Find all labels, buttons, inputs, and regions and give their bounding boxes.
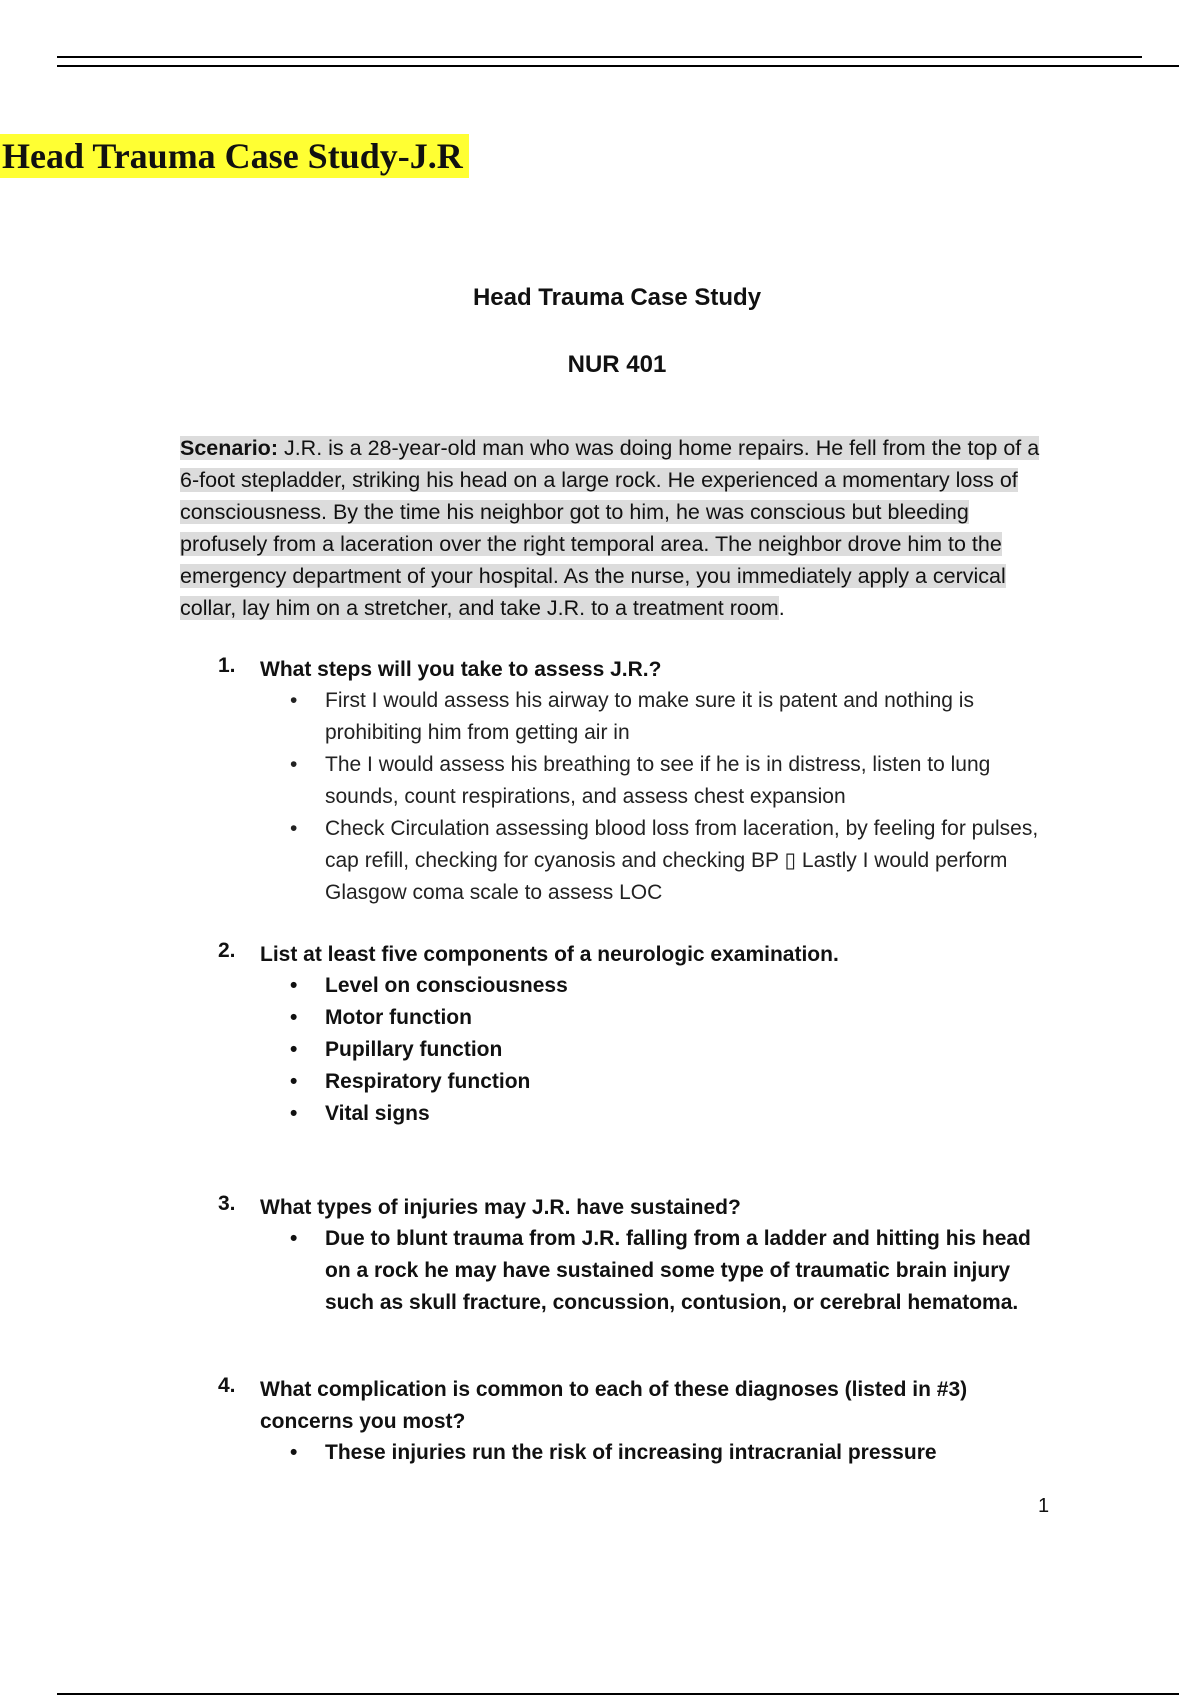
list-item: • First I would assess his airway to make sure it is patent and nothing is prohibiting him from getting air in	[290, 689, 974, 744]
answer-list-2	[290, 970, 1050, 1130]
list-item: • Check Circulation assessing blood loss from laceration, by feeling for pulses, cap refill, checking for cyanosis and checking BP ▯ Lastly I would perform Glasgow coma scale to assess LOC	[290, 817, 1039, 904]
footer-rule	[57, 1693, 1179, 1695]
list-item: • Vital signs	[290, 1102, 430, 1125]
question-number: 1.	[218, 654, 236, 677]
header-rule-bottom	[57, 65, 1179, 67]
answer-list-4	[290, 1437, 1050, 1469]
answer-list-1	[290, 685, 1050, 909]
question-text: What complication is common to each of these diagnoses (listed in #3) concerns you most?	[260, 1378, 968, 1433]
list-item: • The I would assess his breathing to see if he is in distress, listen to lung sounds, count respirations, and assess chest expansion	[290, 753, 991, 808]
question-number: 2.	[218, 939, 236, 962]
list-item: • Respiratory function	[290, 1070, 531, 1093]
list-item: • Level on consciousness	[290, 974, 568, 997]
page-heading: Head Trauma Case Study	[472, 284, 762, 311]
scenario-paragraph	[180, 432, 1040, 624]
list-item: • These injuries run the risk of increasing intracranial pressure	[290, 1441, 937, 1464]
answer-list-3	[290, 1223, 1050, 1319]
document-title: Head Trauma Case Study-J.R	[0, 134, 469, 178]
scenario-label: Scenario:	[180, 436, 278, 460]
scenario-end: .	[778, 596, 785, 620]
question-text: List at least five components of a neurologic examination.	[260, 943, 839, 966]
question-text: What steps will you take to assess J.R.?	[260, 658, 662, 681]
page-number: 1	[1038, 1495, 1050, 1517]
course-code: NUR 401	[567, 351, 667, 378]
question-number: 4.	[218, 1374, 236, 1397]
list-item: • Motor function	[290, 1006, 472, 1029]
list-item: • Pupillary function	[290, 1038, 503, 1061]
list-item: • Due to blunt trauma from J.R. falling from a ladder and hitting his head on a rock he may have sustained some type of traumatic brain injury such as skull fracture, concussion, contusion, or cerebral hematoma.	[290, 1227, 1031, 1314]
scenario-text: J.R. is a 28-year-old man who was doing home repairs. He fell from the top of a 6-foot stepladder, striking his head on a large rock. He experienced a momentary loss of consciousness. By the time his neighbor got to him, he was conscious but bleeding profusely from a laceration over the right temporal area. The neighbor drove him to the emergency department of your hospital. As the nurse, you immediately apply a cervical collar, lay him on a stretcher, and take J.R. to a treatment room	[180, 436, 1040, 620]
question-number: 3.	[218, 1192, 236, 1215]
question-text: What types of injuries may J.R. have sustained?	[260, 1196, 741, 1219]
header-rule-top	[57, 56, 1142, 58]
